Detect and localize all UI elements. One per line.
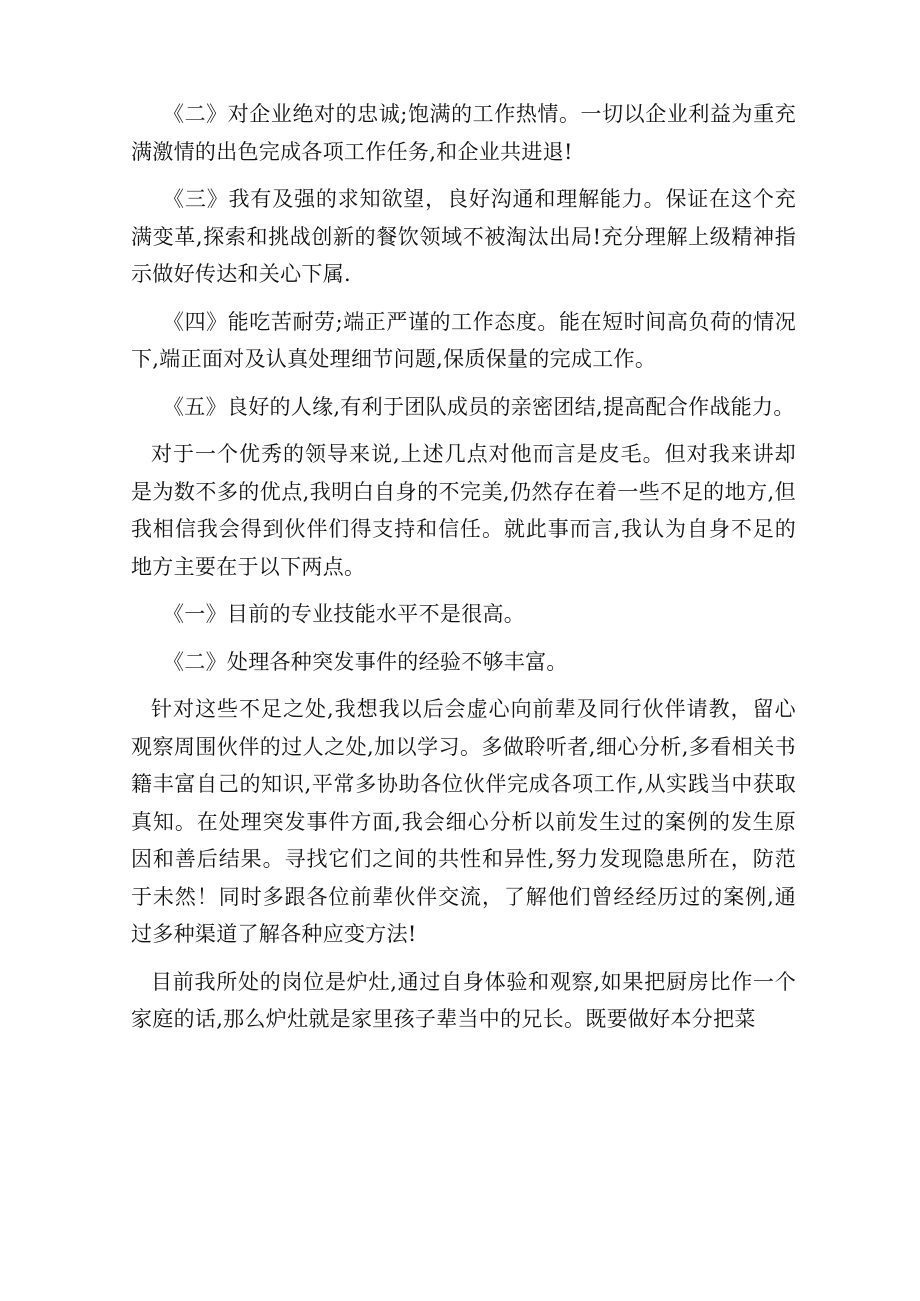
document-body [131,96,796,1049]
paragraph-weakness-experience: 《二》处理各种突发事件的经验不够丰富。 [163,649,568,674]
paragraph-current-position: 目前我所处的岗位是炉灶,通过自身体验和观察,如果把厨房比作一个家庭的话,那么炉灶就是家里孩子辈当中的兄长。既要做好本分把菜 [131,969,796,1031]
paragraph-improvement-plan: 针对这些不足之处,我想我以后会虚心向前辈及同行伙伴请教，留心观察周围伙伴的过人之处,加以学习。多做聆听者,细心分析,多看相关书籍丰富自己的知识,平常多协助各位伙伴完成各项工作,从实践当中获取真知。在处理突发事件方面,我会细心分析以前发生过的案例的发生原因和善后结果。寻找它们之间的共性和异性,努力发现隐患所在，防范于未然！同时多跟各位前辈伙伴交流，了解他们曾经经历过的案例,通过多种渠道了解各种应变方法! [131,697,796,946]
paragraph-loyalty: 《二》对企业绝对的忠诚;饱满的工作热情。一切以企业利益为重充满激情的出色完成各项工作任务,和企业共进退! [131,102,796,164]
paragraph-self-assessment: 对于一个优秀的领导来说,上述几点对他而言是皮毛。但对我来讲却是为数不多的优点,我明白自身的不完美,仍然存在着一些不足的地方,但我相信我会得到伙伴们得支持和信任。就此事而言,我认为自身不足的地方主要在于以下两点。 [131,442,796,579]
paragraph-relationships: 《五》良好的人缘,有利于团队成员的亲密团结,提高配合作战能力。 [163,394,795,419]
paragraph-weakness-skills: 《一》目前的专业技能水平不是很高。 [163,602,526,626]
paragraph-hardworking: 《四》能吃苦耐劳;端正严谨的工作态度。能在短时间高负荷的情况下,端正面对及认真处理细节问题,保质保量的完成工作。 [131,309,796,371]
paragraph-learning: 《三》我有及强的求知欲望，良好沟通和理解能力。保证在这个充满变革,探索和挑战创新的餐饮领域不被淘汰出局!充分理解上级精神指示做好传达和关心下属. [131,187,796,286]
